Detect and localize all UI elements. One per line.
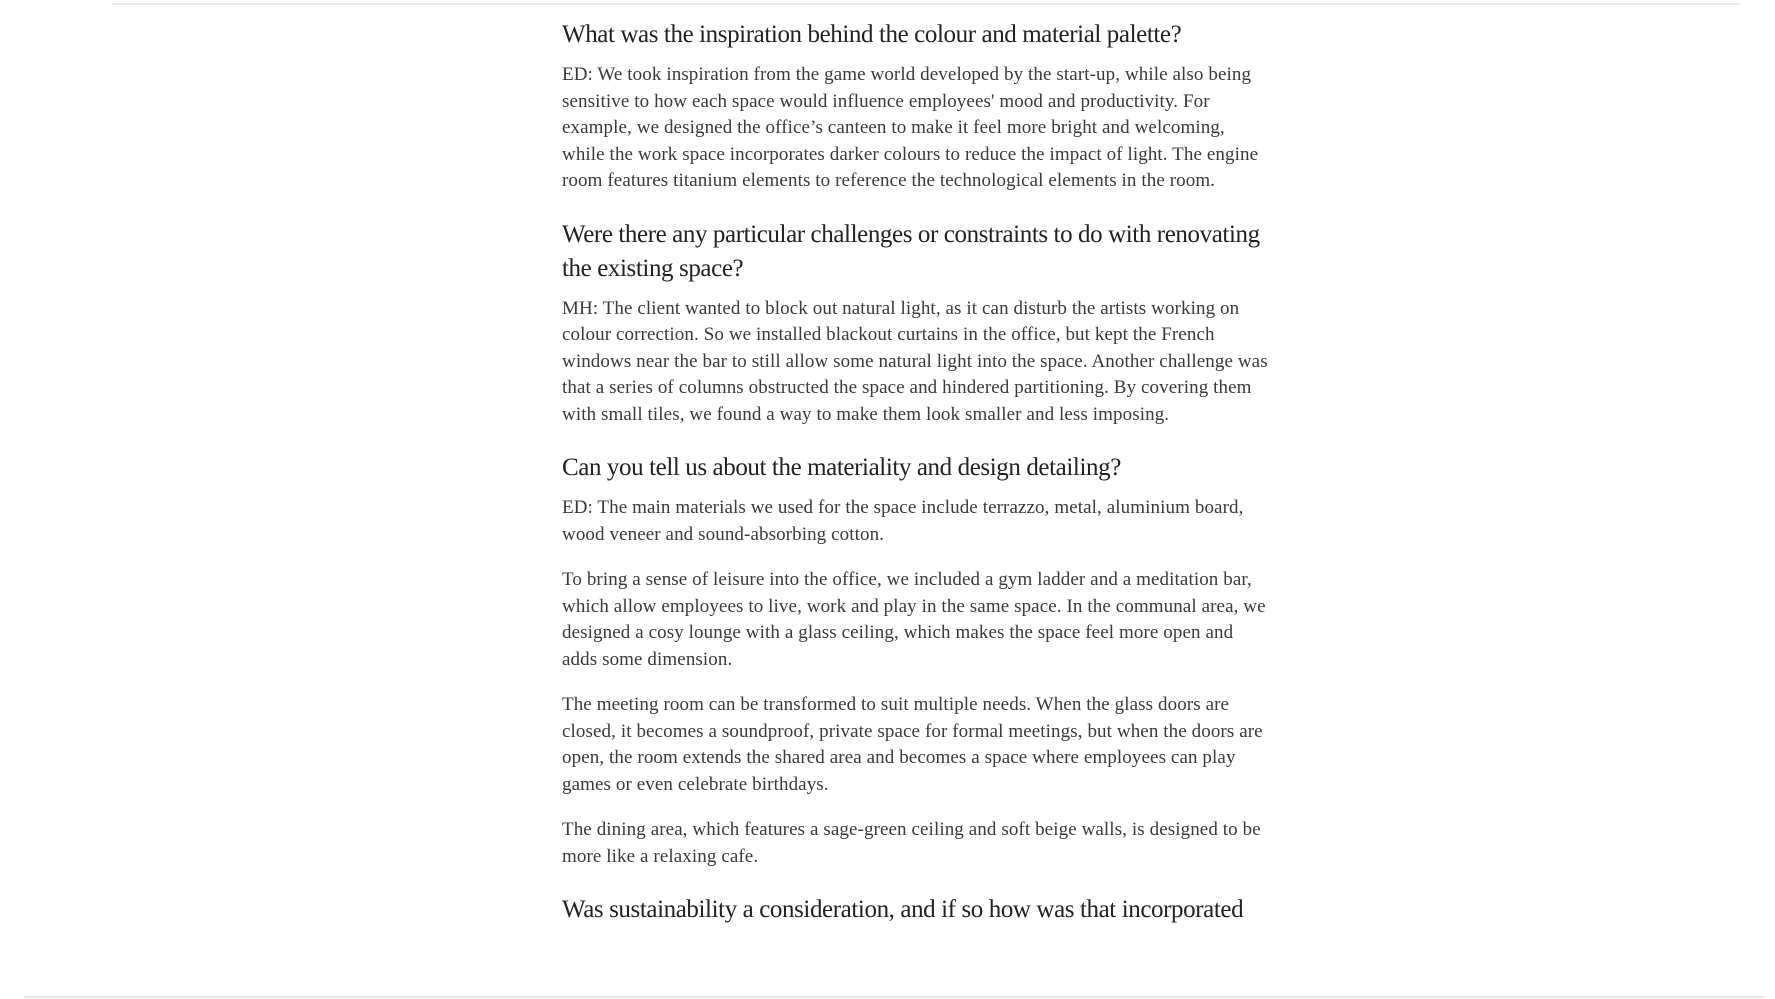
- answer-paragraph: MH: The client wanted to block out natural light, as it can disturb the artists working on colour correction. So we installed blackout curtains in the office, but kept the French windows near the bar to still allow some natural light into the space. Another challenge was that a series of columns obstructed the space and hindered partitioning. By covering them with small tiles, we found a way to make them look smaller and less imposing.: [562, 297, 1268, 425]
- question-heading: Was sustainability a consideration, and if so how was that incorporated: [562, 896, 1244, 923]
- answer-paragraph: ED: The main materials we used for the space include terrazzo, metal, aluminium board, wood veneer and sound-absorbing cotton.: [562, 497, 1244, 545]
- question-heading: Were there any particular challenges or constraints to do with renovating the existing space?: [562, 220, 1260, 282]
- question-heading: What was the inspiration behind the colour and material palette?: [562, 21, 1182, 48]
- answer-paragraph: The meeting room can be transformed to suit multiple needs. When the glass doors are closed, it becomes a soundproof, private space for formal meetings, but when the doors are open, the room extends the shared area and becomes a space where employees can play games or even celebrate birthdays.: [562, 694, 1263, 795]
- answer-paragraph: To bring a sense of leisure into the office, we included a gym ladder and a meditation bar, which allow employees to live, work and play in the same space. In the communal area, we designed a cosy lounge with a glass ceiling, which makes the space feel more open and adds some dimension.: [562, 569, 1266, 670]
- question-heading: Can you tell us about the materiality and design detailing?: [562, 454, 1121, 481]
- bottom-divider: [24, 996, 1764, 998]
- answer-paragraph: ED: We took inspiration from the game world developed by the start-up, while also being sensitive to how each space would influence employees' mood and productivity. For example, we designed the office’s canteen to make it feel more bright and welcoming, while the work space incorporates darker colours to reduce the impact of light. The engine room features titanium elements to reference the technological elements in the room.: [562, 64, 1259, 191]
- answer-paragraph: The dining area, which features a sage-green ceiling and soft beige walls, is designed to be more like a relaxing cafe.: [562, 819, 1261, 867]
- article-body: [562, 18, 1272, 937]
